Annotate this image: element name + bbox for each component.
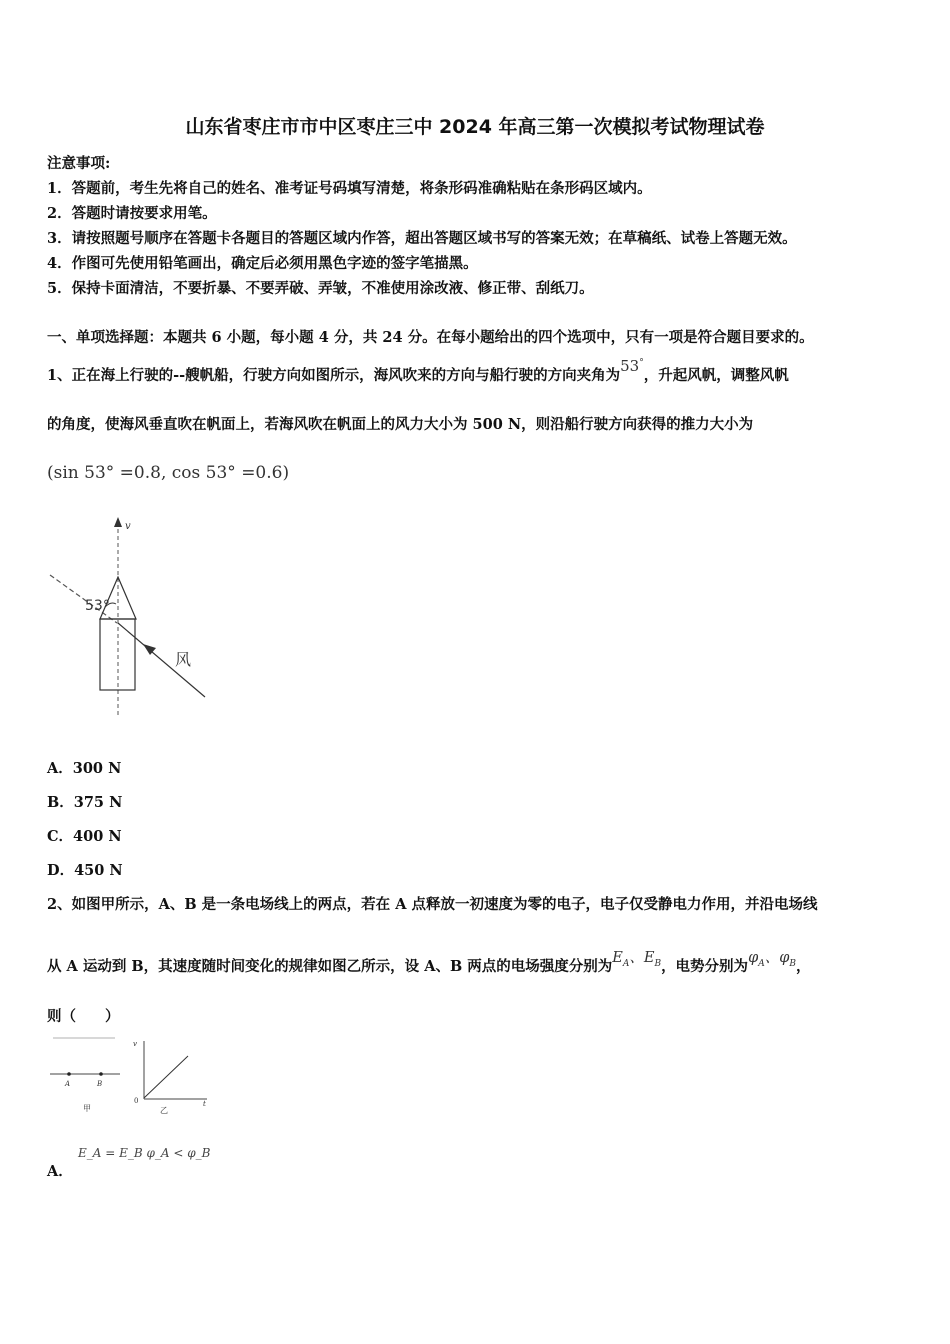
q1-line2: 的角度，使海风垂直吹在帆面上，若海风吹在帆面上的风力大小为 500 N，则沿船行驶方向获得的推力大小为 [47,416,754,433]
q2-figure [45,1035,220,1120]
v-axis-label: v [133,1040,137,1048]
wind-line [118,623,205,697]
point-b-label: B [97,1080,103,1088]
origin-label: 0 [134,1097,139,1105]
q2-line1: 2、如图甲所示，A、B 是一条电场线上的两点，若在 A 点释放一初速度为零的电子，电子仅受静电力作用，并沿电场线 [47,896,818,913]
section-heading: 一、单项选择题：本题共 6 小题，每小题 4 分，共 24 分。在每小题给出的四个选项中，只有一项是符合题目要求的。 [47,329,814,346]
velocity-line [144,1056,188,1098]
point-a-dot [67,1072,71,1076]
angle-label: 53° [85,598,110,614]
q1-line1 [47,357,789,385]
separator: 、 [764,950,780,966]
note-item: 4．作图可先使用铅笔画出，确定后必须用黑色字迹的签字笔描黑。 [47,255,478,272]
q1-option-a: A．300 N [47,760,122,777]
page-title: 山东省枣庄市市中区枣庄三中 2024 年高三第一次模拟考试物理试卷 [185,116,765,138]
wind-label: 风 [175,650,192,669]
note-item: 1．答题前，考生先将自己的姓名、准考证号码填写清楚，将条形码准确粘贴在条形码区域内。 [47,180,652,197]
q2-option-a-label: A． [47,1163,73,1180]
q1-hint: (sin 53° =0.8, cos 53° =0.6) [47,463,290,483]
t-axis-label: t [203,1100,206,1108]
jia-label: 甲 [83,1104,91,1113]
point-b-dot [99,1072,103,1076]
q2-option-a: E_A = E_B φ_A < φ_B [78,1146,211,1160]
q2-text-b: ，电势分别为 [661,958,749,975]
q1-option-c: C．400 N [47,828,122,845]
q1-text-a: 1、正在海上行驶的--艘帆船，行驶方向如图所示，海风吹来的方向与船行驶的方向夹角为 [47,367,621,384]
q2-text-a: 从 A 运动到 B，其速度随时间变化的规律如图乙所示，设 A、B 两点的电场强度分别为 [47,958,613,975]
q1-option-d: D．450 N [47,862,123,879]
field-ea: $E_A$ [612,950,630,969]
q2-text-c: ， [796,958,811,975]
separator: 、 [629,950,644,966]
note-item: 3．请按照题号顺序在答题卡各题目的答题区域内作答，超出答题区域书写的答案无效；在草稿纸、试卷上答题无效。 [47,230,797,247]
notes-heading: 注意事项: [47,155,111,172]
yi-label: 乙 [160,1106,168,1115]
velocity-label: v [125,521,131,532]
q1-sailboat-figure [45,515,215,720]
velocity-arrow [114,517,122,527]
field-eb: $E_B$ [643,950,662,969]
note-item: 2．答题时请按要求用笔。 [47,205,217,222]
q1-text-b: ，升起风帆，调整风帆 [643,367,789,384]
potential-phia: $\varphi_A$ [748,950,765,969]
q2-line3: 则（ ） [47,1008,120,1025]
q1-angle: 53° [620,357,644,375]
q1-option-b: B．375 N [47,794,123,811]
potential-phib: $\varphi_B$ [779,950,796,969]
note-item: 5．保持卡面清洁，不要折暴、不要弄破、弄皱，不准使用涂改液、修正带、刮纸刀。 [47,280,594,297]
point-a-label: A [65,1080,71,1088]
q2-line2 [47,950,811,978]
